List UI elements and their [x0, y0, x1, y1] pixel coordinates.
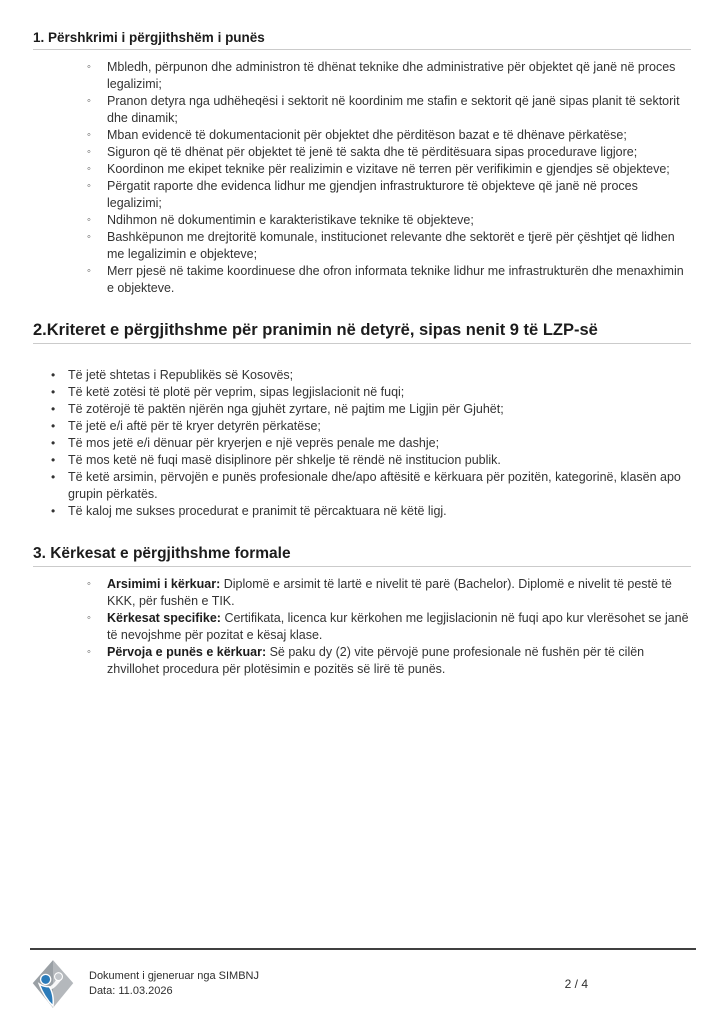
- list-item-text: Merr pjesë në takime koordinuese dhe ofron informata teknike lidhur me infrastrukturën dhe menaxhimin e objekteve.: [107, 264, 684, 295]
- list-item-text: Të zotërojë të paktën njërën nga gjuhët zyrtare, në pajtim me Ligjin për Gjuhët;: [68, 402, 504, 416]
- list-item-text: Të jetë e/i aftë për të kryer detyrën përkatëse;: [68, 419, 321, 433]
- list-item: [50, 401, 691, 418]
- list-item: [85, 610, 691, 644]
- list-item-text: Koordinon me ekipet teknike për realizimin e vizitave në terren për verifikimin e gjendjes së objekteve;: [107, 162, 670, 176]
- list-item: [50, 469, 691, 503]
- footer-date: Data: 11.03.2026: [89, 985, 173, 997]
- list-item: [85, 127, 691, 144]
- list-item-text: Përgatit raporte dhe evidenca lidhur me gjendjen infrastrukturore të objekteve që janë në proces legalizimi;: [107, 179, 638, 210]
- section-2-divider: [33, 343, 691, 344]
- section-1-list: [85, 59, 691, 297]
- list-item: [85, 93, 691, 127]
- list-item-text: Të mos ketë në fuqi masë disiplinore për shkelje të rëndë në institucion publik.: [68, 453, 501, 467]
- list-item: [85, 644, 691, 678]
- section-job-description: [33, 30, 691, 297]
- list-item-text: Siguron që të dhënat për objektet të jenë të sakta dhe të përditësuara sipas procedurave ligjore;: [107, 145, 638, 159]
- list-item-bold-lead: Përvoja e punës e kërkuar:: [107, 645, 267, 659]
- list-item: [85, 212, 691, 229]
- list-item-text: Të mos jetë e/i dënuar për kryerjen e një veprës penale me dashje;: [68, 436, 440, 450]
- list-item-text: Diplomë e arsimit të lartë e nivelit të parë (Bachelor). Diplomë e nivelit të pestë të KKK, për fushën e TIK.: [107, 577, 672, 608]
- list-item-text: Të kaloj me sukses procedurat e pranimit të përcaktuara në këtë ligj.: [68, 504, 447, 518]
- footer: [30, 948, 696, 1009]
- list-item-text: Mbledh, përpunon dhe administron të dhënat teknike dhe administrative për objektet që janë në proces legalizimi;: [107, 60, 676, 91]
- list-item-bold-lead: Arsimimi i kërkuar:: [107, 577, 221, 591]
- list-item: [85, 263, 691, 297]
- list-item: [50, 384, 691, 401]
- list-item-text: Bashkëpunon me drejtoritë komunale, institucionet relevante dhe sektorët e tjerë për çështjet që lidhen me legalizimin e objekteve;: [107, 230, 675, 261]
- footer-generated-by: Dokument i gjeneruar nga SIMBNJ: [89, 969, 259, 982]
- footer-text-block: [89, 969, 259, 1000]
- list-item-bold-lead: Kërkesat specifike:: [107, 611, 221, 625]
- list-item: [50, 503, 691, 520]
- list-item-text: Të jetë shtetas i Republikës së Kosovës;: [68, 368, 294, 382]
- section-3-list: [85, 576, 691, 678]
- list-item: [50, 418, 691, 435]
- simbnj-logo-icon: [30, 959, 76, 1009]
- page-number: 2 / 4: [564, 977, 588, 991]
- section-3-divider: [33, 566, 691, 567]
- list-item-text: Të ketë arsimin, përvojën e punës profesionale dhe/apo aftësitë e kërkuara për pozitën, kategorinë, klasën apo grupin përkatës.: [68, 470, 681, 501]
- section-1-divider: [33, 49, 691, 50]
- list-item-text: Të ketë zotësi të plotë për veprim, sipas legjislacionit në fuqi;: [68, 385, 405, 399]
- list-item-text: Mban evidencë të dokumentacionit për objektet dhe përditëson bazat e të dhënave përkatëse;: [107, 128, 627, 142]
- list-item: [50, 452, 691, 469]
- section-admission-criteria: [33, 320, 691, 520]
- list-item-text: Certifikata, licenca kur kërkohen me legjislacionin në fuqi apo kur vlerësohet se janë të nevojshme për pozitat e kësaj klase.: [107, 611, 689, 642]
- list-item: [85, 144, 691, 161]
- list-item: [50, 435, 691, 452]
- section-2-heading: 2.Kriteret e përgjithshme për pranimin në detyrë, sipas nenit 9 të LZP-së: [33, 321, 598, 339]
- section-formal-requirements: [33, 544, 691, 678]
- list-item-text: Pranon detyra nga udhëheqësi i sektorit në koordinim me stafin e sektorit që janë sipas planit të sektorit dhe dinamik;: [107, 94, 680, 125]
- list-item: [85, 178, 691, 212]
- list-item: [85, 161, 691, 178]
- section-1-heading: 1. Përshkrimi i përgjithshëm i punës: [33, 30, 265, 45]
- list-item: [85, 59, 691, 93]
- list-item-text: Së paku dy (2) vite përvojë pune profesionale në fushën për të cilën zhvillohet procedura për plotësimin e pozitës së lirë të punës.: [107, 645, 645, 676]
- section-2-list: [50, 367, 691, 520]
- list-item: [50, 367, 691, 384]
- list-item: [85, 229, 691, 263]
- list-item: [85, 576, 691, 610]
- section-3-heading: 3. Kërkesat e përgjithshme formale: [33, 545, 291, 562]
- list-item-text: Ndihmon në dokumentimin e karakteristikave teknike të objekteve;: [107, 213, 474, 227]
